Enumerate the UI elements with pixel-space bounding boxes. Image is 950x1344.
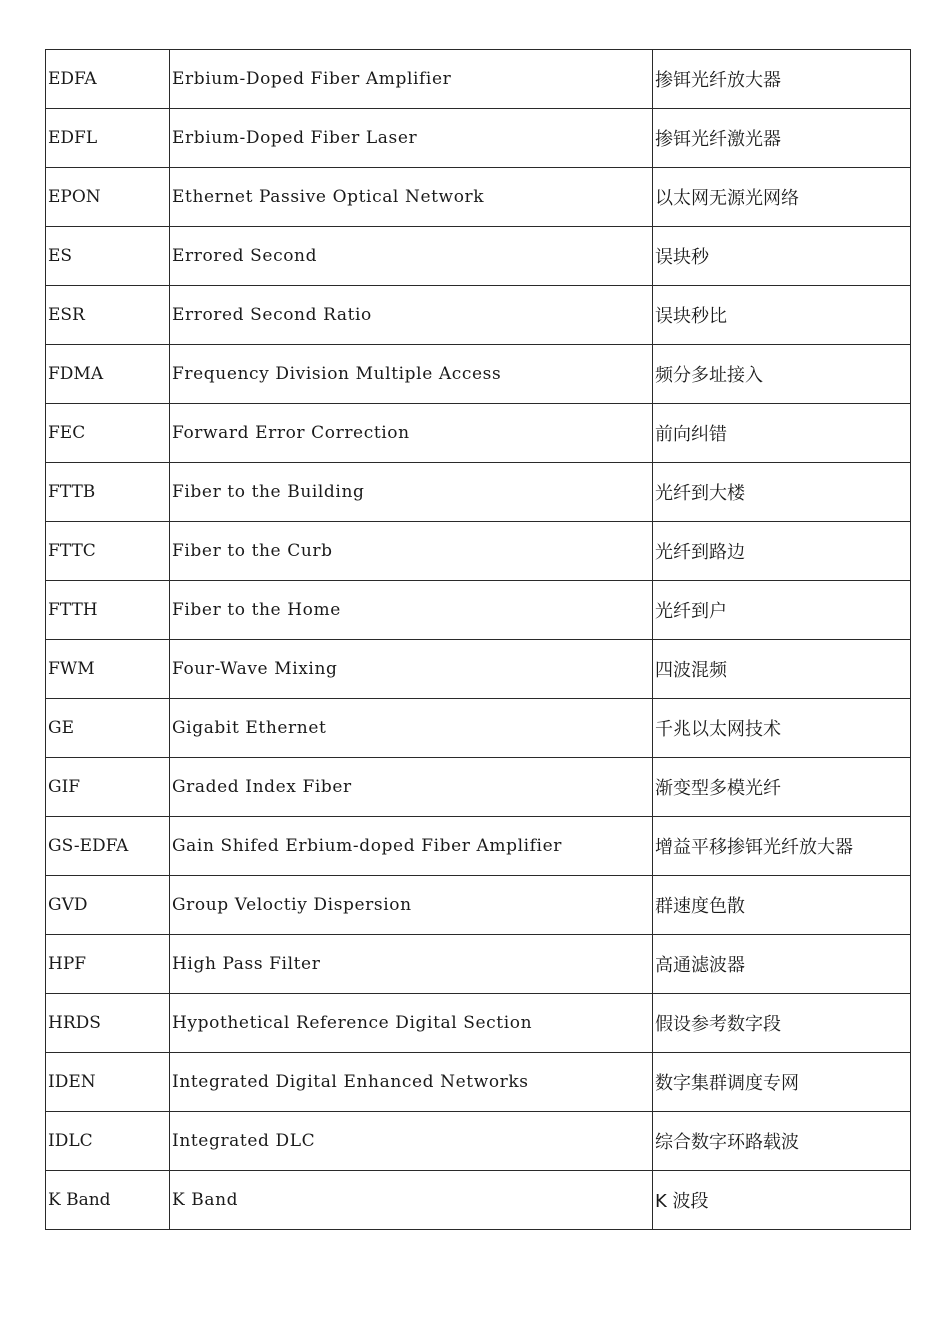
full-term-cell: Erbium-Doped Fiber Amplifier	[170, 50, 653, 109]
table-row	[46, 581, 911, 640]
chinese-term-cell: 光纤到大楼	[653, 463, 911, 522]
abbreviation-cell: FEC	[46, 404, 170, 463]
glossary-body	[46, 50, 911, 1230]
table-row	[46, 758, 911, 817]
full-term-cell: Group Veloctiy Dispersion	[170, 876, 653, 935]
full-term-cell: Graded Index Fiber	[170, 758, 653, 817]
table-row	[46, 935, 911, 994]
glossary-table	[45, 49, 911, 1230]
abbreviation-cell: FDMA	[46, 345, 170, 404]
abbreviation-cell: GIF	[46, 758, 170, 817]
full-term-cell: Hypothetical Reference Digital Section	[170, 994, 653, 1053]
chinese-term-cell: 增益平移掺铒光纤放大器	[653, 817, 911, 876]
full-term-cell: K Band	[170, 1171, 653, 1230]
chinese-term-cell: 以太网无源光网络	[653, 168, 911, 227]
chinese-term-cell: 前向纠错	[653, 404, 911, 463]
full-term-cell: Fiber to the Curb	[170, 522, 653, 581]
abbreviation-cell: GE	[46, 699, 170, 758]
abbreviation-cell: HRDS	[46, 994, 170, 1053]
abbreviation-cell: FWM	[46, 640, 170, 699]
abbreviation-cell: EDFL	[46, 109, 170, 168]
abbreviation-cell: HPF	[46, 935, 170, 994]
abbreviation-cell: FTTH	[46, 581, 170, 640]
chinese-term-cell: 误块秒	[653, 227, 911, 286]
table-row	[46, 404, 911, 463]
abbreviation-cell: GS-EDFA	[46, 817, 170, 876]
abbreviation-cell: ES	[46, 227, 170, 286]
chinese-term-cell: 假设参考数字段	[653, 994, 911, 1053]
table-row	[46, 640, 911, 699]
chinese-term-cell: 数字集群调度专网	[653, 1053, 911, 1112]
table-row	[46, 1112, 911, 1171]
table-row	[46, 817, 911, 876]
chinese-term-cell: 千兆以太网技术	[653, 699, 911, 758]
chinese-term-cell: 光纤到路边	[653, 522, 911, 581]
abbreviation-cell: ESR	[46, 286, 170, 345]
table-row	[46, 227, 911, 286]
full-term-cell: Gain Shifed Erbium-doped Fiber Amplifier	[170, 817, 653, 876]
chinese-term-cell: 掺铒光纤激光器	[653, 109, 911, 168]
chinese-term-cell: 高通滤波器	[653, 935, 911, 994]
abbreviation-cell: FTTB	[46, 463, 170, 522]
abbreviation-cell: K Band	[46, 1171, 170, 1230]
full-term-cell: Errored Second Ratio	[170, 286, 653, 345]
chinese-term-cell: 群速度色散	[653, 876, 911, 935]
full-term-cell: Gigabit Ethernet	[170, 699, 653, 758]
abbreviation-cell: EDFA	[46, 50, 170, 109]
table-row	[46, 463, 911, 522]
abbreviation-cell: IDLC	[46, 1112, 170, 1171]
abbreviation-cell: FTTC	[46, 522, 170, 581]
full-term-cell: Frequency Division Multiple Access	[170, 345, 653, 404]
full-term-cell: Fiber to the Home	[170, 581, 653, 640]
table-row	[46, 699, 911, 758]
full-term-cell: Errored Second	[170, 227, 653, 286]
full-term-cell: Ethernet Passive Optical Network	[170, 168, 653, 227]
table-row	[46, 876, 911, 935]
table-row	[46, 109, 911, 168]
chinese-term-cell: 光纤到户	[653, 581, 911, 640]
chinese-term-cell: 频分多址接入	[653, 345, 911, 404]
abbreviation-cell: IDEN	[46, 1053, 170, 1112]
full-term-cell: Erbium-Doped Fiber Laser	[170, 109, 653, 168]
table-row	[46, 522, 911, 581]
table-row	[46, 168, 911, 227]
table-row	[46, 286, 911, 345]
chinese-term-cell: 渐变型多模光纤	[653, 758, 911, 817]
chinese-term-cell: 掺铒光纤放大器	[653, 50, 911, 109]
full-term-cell: High Pass Filter	[170, 935, 653, 994]
full-term-cell: Four-Wave Mixing	[170, 640, 653, 699]
table-row	[46, 345, 911, 404]
chinese-term-cell: 四波混频	[653, 640, 911, 699]
full-term-cell: Forward Error Correction	[170, 404, 653, 463]
table-row	[46, 994, 911, 1053]
full-term-cell: Integrated DLC	[170, 1112, 653, 1171]
chinese-term-cell: K 波段	[653, 1171, 911, 1230]
abbreviation-cell: EPON	[46, 168, 170, 227]
abbreviation-cell: GVD	[46, 876, 170, 935]
table-row	[46, 1053, 911, 1112]
full-term-cell: Fiber to the Building	[170, 463, 653, 522]
chinese-term-cell: 误块秒比	[653, 286, 911, 345]
table-row	[46, 50, 911, 109]
table-row	[46, 1171, 911, 1230]
chinese-term-cell: 综合数字环路载波	[653, 1112, 911, 1171]
full-term-cell: Integrated Digital Enhanced Networks	[170, 1053, 653, 1112]
